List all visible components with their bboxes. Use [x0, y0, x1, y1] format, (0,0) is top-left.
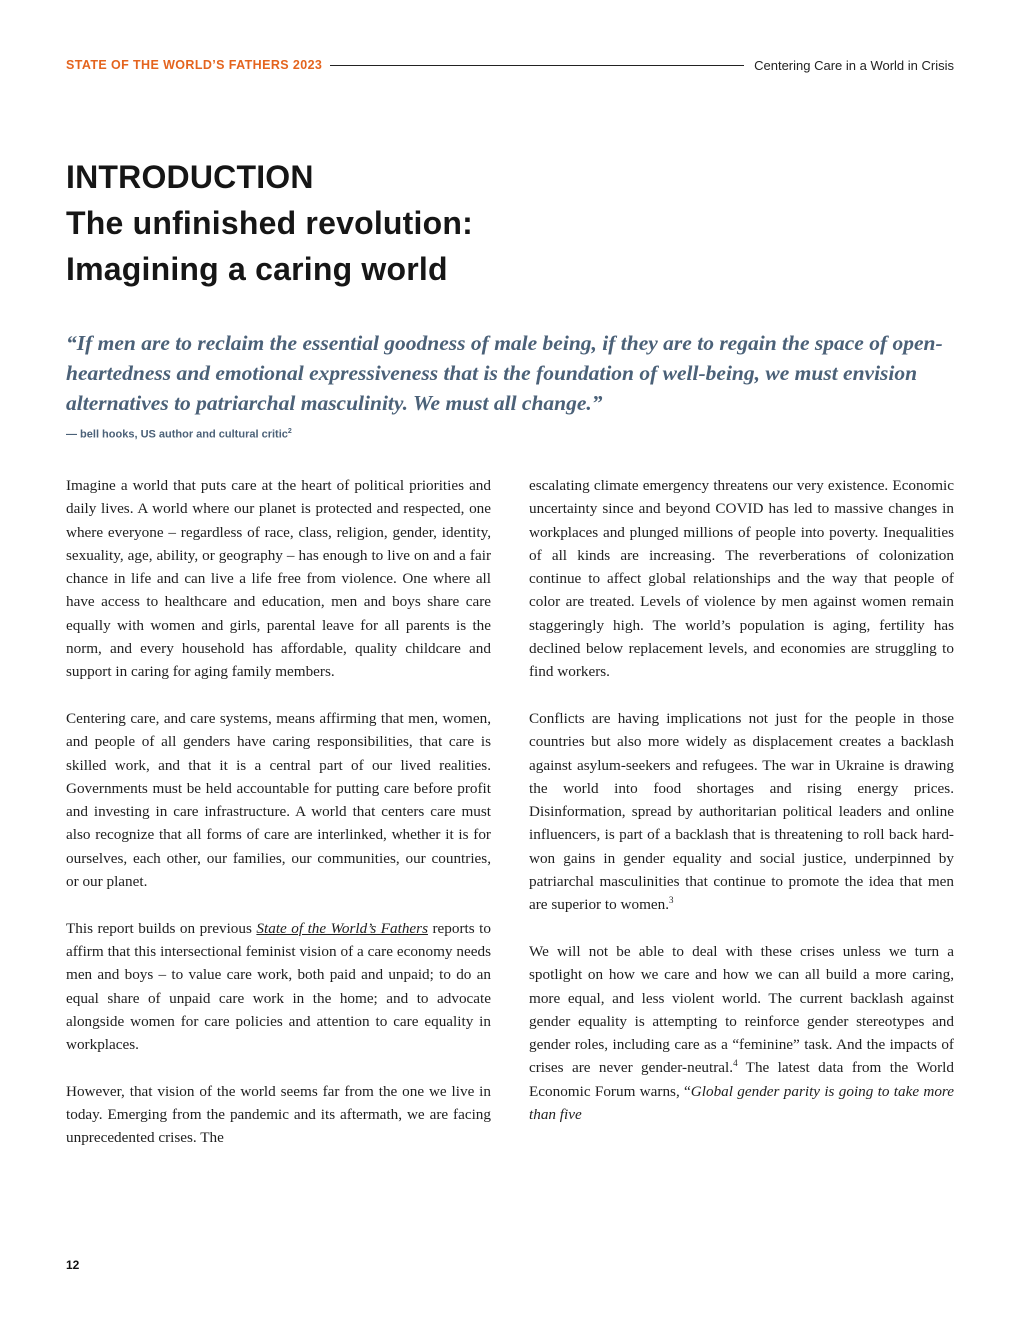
body-column-right	[529, 474, 954, 1150]
paragraph: Centering care, and care systems, means affirming that men, women, and people of all genders have caring responsibilities, that care is skilled work, and that it is a central part of our lived realities. Governments must be held accountable for putting care before profit and investing in care infrastructure. A world that centers care must also recognize that all forms of care are interlinked, whether it is for ourselves, each other, our families, our communities, our countries, or our planet.	[66, 709, 491, 891]
page-number: 12	[66, 1258, 80, 1272]
quote-attribution	[66, 428, 292, 441]
paragraph	[529, 940, 954, 1126]
section-title: Centering Care in a World in Crisis	[754, 57, 954, 73]
footnote-ref: 2	[287, 428, 292, 435]
footnote-ref: 3	[669, 895, 674, 906]
paragraph	[529, 707, 954, 917]
body-column-left	[66, 474, 491, 1173]
paragraph-text: The latest data from the World Economic Forum warns, “	[529, 1059, 954, 1100]
paragraph-text: This report builds on previous	[66, 919, 257, 937]
pull-quote: “If men are to reclaim the essential goodness of male being, if they are to regain the space of open-heartedness and emotional expressiveness that is the foundation of well-being, we must envision alternatives to patriarchal masculinity. We must all change.”	[66, 331, 943, 415]
paragraph: Imagine a world that puts care at the heart of political priorities and daily lives. A world where our planet is protected and respected, one where everyone – regardless of race, class, religion, gender, identity, sexuality, age, ability, or geography – has enough to live on and a fair chance in life and can live a life free from violence. One where all have access to healthcare and education, men and boys share care equally with women and girls, parental leave for all parents is the norm, and every household has affordable, quality childcare and support in caring for aging family members.	[66, 477, 491, 681]
publication-title: STATE OF THE WORLD’S FATHERS 2023	[66, 58, 323, 72]
quoted-text: Global gender parity is going to take more than five	[529, 1082, 955, 1124]
page-title	[66, 154, 766, 292]
title-line-2: The unfinished revolution:	[66, 205, 473, 241]
footnote-ref: 4	[733, 1058, 738, 1069]
paragraph: escalating climate emergency threatens our very existence. Economic uncertainty since and beyond COVID has led to massive changes in workplaces and plunged millions of people into poverty. Inequalities of all kinds are increasing. The reverberations of colonization continue to affect global relationships and the way that people of color are treated. Levels of violence by men against women remain staggeringly high. The world’s population is aging, fertility has declined below replacement levels, and economies are struggling to find workers.	[529, 477, 954, 681]
header-divider	[330, 65, 744, 66]
paragraph	[66, 917, 491, 1057]
report-link[interactable]: State of the World’s Fathers	[256, 919, 428, 937]
paragraph-text: Conflicts are having implications not just for the people in those countries but also more widely as displacement creates a backlash against asylum-seekers and refugees. The war in Ukraine is drawing the world into food shortages and rising energy prices. Disinformation, spread by authoritarian political leaders and online influencers, is part of a backlash that is threatening to roll back hard-won gains in gender equality and social justice, underpinned by patriarchal masculinities that continue to promote the idea that men are superior to women.	[529, 709, 954, 914]
paragraph: However, that vision of the world seems far from the one we live in today. Emerging from the pandemic and its aftermath, we are facing unprecedented crises. The	[66, 1082, 491, 1147]
paragraph-text: reports to affirm that this intersectional feminist vision of a care economy needs men and boys – to value care work, both paid and unpaid; to do an equal share of unpaid care work in the home; and to advocate alongside women for care policies and attention to care equality in workplaces.	[66, 919, 491, 1054]
attribution-text: — bell hooks, US author and cultural critic	[66, 428, 288, 441]
running-header	[66, 56, 954, 74]
title-line-3: Imagining a caring world	[66, 251, 448, 287]
title-line-1: INTRODUCTION	[66, 159, 314, 195]
paragraph-text: We will not be able to deal with these crises unless we turn a spotlight on how we care and how we can all build a more caring, more equal, and less violent world. The current backlash against gender equality is attempting to reinforce gender stereotypes and gender roles, including care as a “feminine” task. And the impacts of crises are never gender-neutral.	[529, 942, 954, 1077]
